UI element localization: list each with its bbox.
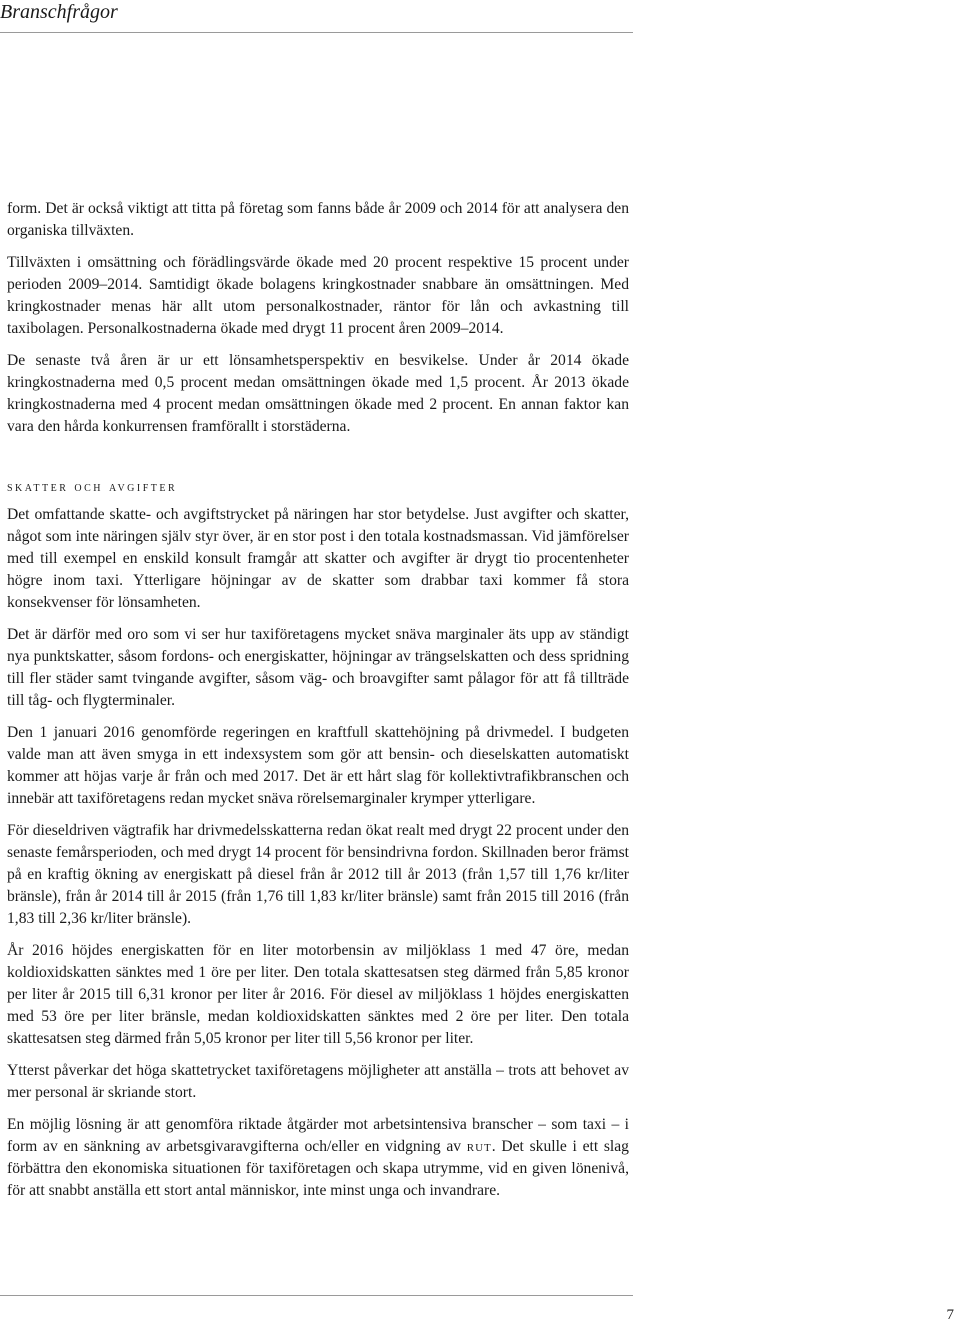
header-rule [0,32,633,33]
paragraph-10-part-b: . Det skulle i ett slag förbättra den ekonomiska situationen för taxiföretagen och skapa utrymme, vid en given lönenivå, för att snabbt anställa ett stort antal människor, inte minst unga och invandrare. [7,1138,629,1199]
body-text [7,198,629,1212]
paragraph-7: För dieseldriven vägtrafik har drivmedelsskatterna redan ökat realt med drygt 22 procent under den senaste femårsperioden, och med drygt 14 procent för bensindrivna fordon. Skillnaden beror främst på en kraftig ökning av energiskatt på diesel från år 2012 till år 2013 (från 1,57 till 1,76 kr/liter bränsle), från år 2014 till år 2015 (från 1,76 till 1,83 kr/liter bränsle) samt från 2015 till 2016 (från 1,83 till 2,36 kr/liter bränsle). [7,822,629,927]
running-head: Branschfrågor [0,1,118,23]
paragraph-10 [7,1114,629,1202]
paragraph-2: Tillväxten i omsättning och förädlingsvärde ökade med 20 procent respektive 15 procent under perioden 2009–2014. Samtidigt ökade bolagens kringkostnader snabbare än omsättningen. Med kringkostnader menas här allt utom personalkostnader, räntor för lån och avkastning till taxibolagen. Personalkostnaderna ökade med drygt 11 procent åren 2009–2014. [7,254,629,337]
footer-rule [0,1295,633,1296]
paragraph-8: År 2016 höjdes energiskatten för en liter motorbensin av miljöklass 1 med 47 öre, medan koldioxidskatten sänktes med 1 öre per liter. Den totala skattesatsen steg därmed från 5,85 kronor per liter år 2015 till 6,31 kronor per liter år 2016. För diesel av miljöklass 1 höjdes energiskatten med 53 öre per liter bränsle, medan koldioxidskatten sänktes med 2 öre per liter. Den totala skattesatsen steg därmed från 5,05 kronor per liter till 5,56 kronor per liter. [7,942,629,1047]
paragraph-10-part-a: En möjlig lösning är att genomföra riktade åtgärder mot arbetsintensiva branscher – som taxi – i form av en sänkning av arbetsgivaravgifterna och/eller en vidgning av [7,1116,629,1155]
paragraph-6: Den 1 januari 2016 genomförde regeringen en kraftfull skattehöjning på drivmedel. I budgeten valde man att även smyga in ett indexsystem som gör att bensin- och dieselskatten automatiskt kommer att höjas varje år från och med 2017. Det är ett hårt slag för kollektivtrafikbranschen och innebär att taxiföretagens redan mycket snäva rörelsemarginaler krymper ytterligare. [7,724,629,807]
paragraph-4: Det omfattande skatte- och avgiftstrycket på näringen har stor betydelse. Just avgifter och skatter, något som inte näringen själv styr över, är en stor post i den totala kostnadsmassan. Vid jämförelser med till exempel en enskild konsult framgår att skatter och avgifter är drygt tio procentenheter högre inom taxi. Ytterligare höjningar av de skatter som drabbar taxi kommer få stora konsekvenser för lönsamheten. [7,506,629,611]
paragraph-3: De senaste två åren är ur ett lönsamhetsperspektiv en besvikelse. Under år 2014 ökade kringkostnaderna med 0,5 procent medan omsättningen ökade med 1,5 procent. År 2013 ökade kringkostnaderna med 4 procent medan omsättningen ökade med 2 procent. En annan faktor kan vara den hårda konkurrensen framförallt i storstäderna. [7,352,629,435]
section-heading: skatter och avgifter [7,480,178,495]
rut-abbreviation: rut [466,1138,492,1155]
paragraph-1: form. Det är också viktigt att titta på företag som fanns både år 2009 och 2014 för att analysera den organiska tillväxten. [7,200,629,239]
paragraph-9: Ytterst påverkar det höga skattetrycket taxiföretagens möjligheter att anställa – trots att behovet av mer personal är skriande stort. [7,1062,629,1101]
paragraph-5: Det är därför med oro som vi ser hur taxiföretagens mycket snäva marginaler äts upp av ständigt nya punktskatter, såsom fordons- och energiskatter, höjningar av trängselskatten och dess spridning till fler städer samt tvingande avgifter, såsom väg- och broavgifter samt pålagor för att få tillträde till tåg- och flygterminaler. [7,626,629,709]
page-number: 7 [946,1307,954,1323]
